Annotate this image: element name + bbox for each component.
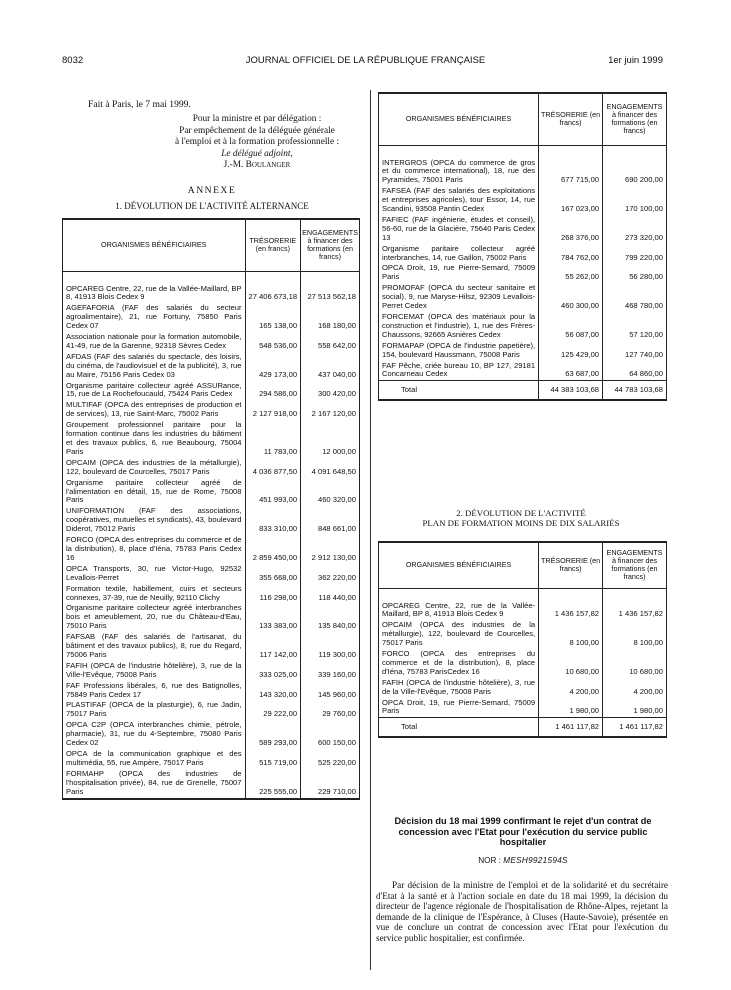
org-name: FAFSAB (FAF des salariés de l'artisanat, du bâtiment et des travaux publics), 8, rue du Regard, 75006 Paris — [63, 632, 246, 661]
engag-value: 525 220,00 — [301, 749, 360, 769]
treso-value: 2 127 918,00 — [245, 400, 301, 420]
treso-value: 589 293,00 — [245, 720, 301, 749]
org-name: OPCA Droit, 19, rue Pierre-Semard, 75009 Paris — [379, 698, 539, 718]
table-row — [63, 303, 360, 332]
treso-value: 29 222,00 — [245, 700, 301, 720]
table-row — [379, 341, 667, 361]
total-row — [379, 718, 667, 738]
treso-value: 1 980,00 — [539, 698, 603, 718]
engag-value: 127 740,00 — [603, 341, 667, 361]
journal-title: JOURNAL OFFICIEL DE LA RÉPUBLIQUE FRANÇAISE — [245, 55, 486, 66]
org-name: FAFIEC (FAF ingénierie, études et conseil), 56-60, rue de la Glacière, 75640 Paris Cedex 13 — [379, 215, 539, 244]
org-name: Organisme paritaire collecteur agréé interbranches bois et ameublement, 20, rue du Château-d'Eau, 75010 Paris — [63, 603, 246, 632]
col-header-engag: ENGAGEMENTS à financer des formations (en francs) — [301, 219, 360, 271]
table-row — [379, 698, 667, 718]
table-row — [63, 769, 360, 799]
total-engag: 1 461 117,82 — [603, 718, 667, 738]
org-name: INTERGROS (OPCA du commerce de gros et du commerce international), 18, rue des Pyramides, 75001 Paris — [379, 158, 539, 187]
engag-value: 229 710,00 — [301, 769, 360, 799]
treso-value: 165 138,00 — [245, 303, 301, 332]
table-row — [63, 352, 360, 381]
engag-value: 145 960,00 — [301, 681, 360, 701]
org-name: FORCEMAT (OPCA des matériaux pour la construction et l'industrie), 1, rue des Frères-Chaussons, 92665 Asnières Cedex — [379, 312, 539, 341]
total-treso: 1 461 117,82 — [539, 718, 603, 738]
treso-value: 55 262,00 — [539, 263, 603, 283]
treso-value: 429 173,00 — [245, 352, 301, 381]
treso-value: 125 429,00 — [539, 341, 603, 361]
engag-value: 27 513 562,18 — [301, 284, 360, 304]
org-name: Association nationale pour la formation automobile, 41-49, rue de la Garenne, 92318 Sèvres Cedex — [63, 332, 246, 352]
engag-value: 600 150,00 — [301, 720, 360, 749]
table-row — [379, 263, 667, 283]
col-header-treso: TRÉSORERIE (en francs) — [539, 93, 603, 145]
annexe-title: ANNEXE — [187, 185, 237, 196]
table-row — [63, 749, 360, 769]
engag-value: 10 680,00 — [603, 649, 667, 678]
org-name: PLASTIFAF (OPCA de la plasturgie), 6, rue Jadin, 75017 Paris — [63, 700, 246, 720]
engag-value: 848 661,00 — [301, 506, 360, 535]
treso-value: 117 142,00 — [245, 632, 301, 661]
table-row — [379, 215, 667, 244]
engag-value: 64 860,00 — [603, 361, 667, 381]
org-name: UNIFORMATION (FAF des associations, coopératives, mutuelles et syndicats), 43, boulevard Diderot, 75012 Paris — [63, 506, 246, 535]
treso-value: 10 680,00 — [539, 649, 603, 678]
table-row — [379, 678, 667, 698]
decision-title: Décision du 18 mai 1999 confirmant le rejet d'un contrat de concession avec l'Etat pour l'exécution du service public hospitalier — [394, 816, 652, 847]
org-name: FORCO (OPCA des entreprises du commerce et de la distribution), 8, place d'Iéna, 75783 Paris Cedex 16 — [63, 535, 246, 564]
org-name: FAF Professions libérales, 6, rue des Batignolles, 75849 Paris Cedex 17 — [63, 681, 246, 701]
table-row — [63, 661, 360, 681]
org-name: OPCAREG Centre, 22, rue de la Vallée-Maillard, BP 8, 41913 Blois Cedex 9 — [379, 601, 539, 621]
engag-value: 8 100,00 — [603, 620, 667, 649]
col-header-engag: ENGAGEMENTS à financer des formations (en francs) — [603, 542, 667, 588]
col-header-org: ORGANISMES BÉNÉFICIAIRES — [379, 542, 539, 588]
table-body — [379, 588, 667, 718]
treso-value: 451 993,00 — [245, 478, 301, 507]
engag-value: 799 220,00 — [603, 244, 667, 264]
org-name: OPCA C2P (OPCA interbranches chimie, pétrole, pharmacie), 31, rue du 4-Septembre, 75080 Paris Cedex 02 — [63, 720, 246, 749]
signature-line: Pour la ministre et par délégation : — [192, 114, 322, 124]
col-header-treso: TRÉSORERIE (en francs) — [539, 542, 603, 588]
table-row — [379, 601, 667, 621]
table-row — [63, 478, 360, 507]
signature-line: Par empêchement de la déléguée générale — [179, 125, 335, 136]
table-row — [63, 603, 360, 632]
table-row — [379, 244, 667, 264]
org-name: FAFIH (OPCA de l'industrie hôtelière), 3, rue de la Ville-l'Evêque, 75008 Paris — [379, 678, 539, 698]
org-name: Organisme paritaire collecteur agréé de l'alimentation en détail, 15, rue de Rome, 75008 Paris — [63, 478, 246, 507]
engag-value: 56 280,00 — [603, 263, 667, 283]
org-name: FORCO (OPCA des entreprises du commerce et de la distribution), 8, place d'Iéna, 75783 ParisCedex 16 — [379, 649, 539, 678]
signature-line: à l'emploi et à la formation professionnelle : — [174, 137, 340, 148]
engag-value: 29 760,00 — [301, 700, 360, 720]
engag-value: 170 100,00 — [603, 186, 667, 215]
table-body — [63, 271, 360, 799]
engag-value: 135 840,00 — [301, 603, 360, 632]
table-row — [379, 620, 667, 649]
engag-value: 362 220,00 — [301, 564, 360, 584]
org-name: FAFSEA (FAF des salariés des exploitations et entreprises agricoles), tour Essor, 14, rue Scandini, 93508 Pantin Cedex — [379, 186, 539, 215]
nor-label: NOR : — [478, 856, 501, 865]
org-name: FORMAPAP (OPCA de l'industrie papetière), 154, boulevard Haussmann, 75008 Paris — [379, 341, 539, 361]
treso-value: 548 536,00 — [245, 332, 301, 352]
treso-value: 116 298,00 — [245, 584, 301, 604]
treso-value: 677 715,00 — [539, 158, 603, 187]
decision-body: Par décision de la ministre de l'emploi et de la solidarité et du secrétaire d'Etat à la santé et à l'action sociale en date du 18 mai 1999, la décision du directeur de l'agence régionale de l'hospitalisation de Rhône-Alpes, rejetant la demande de la clinique de l'Espérance, à Cluses (Haute-Savoie), présentée en vue de conclure un contrat de concession avec l'Etat pour l'exécution du service public hospitalier, est confirmée. — [376, 880, 668, 943]
engag-value: 437 040,00 — [301, 352, 360, 381]
engag-value: 2 167 120,00 — [301, 400, 360, 420]
total-label: Total — [379, 718, 539, 738]
section2-subtitle: PLAN DE FORMATION MOINS DE DIX SALARIÉS — [422, 518, 620, 528]
table-alternance — [62, 218, 360, 800]
table-row — [63, 632, 360, 661]
section2-title: 2. DÉVOLUTION DE L'ACTIVITÉ — [456, 508, 586, 518]
org-name: AFDAS (FAF des salariés du spectacle, des loisirs, du cinéma, de l'audiovisuel et de la publicité), 3, rue au Maire, 75156 Paris Cedex 03 — [63, 352, 246, 381]
treso-value: 11 783,00 — [245, 420, 301, 458]
table-row — [63, 332, 360, 352]
table-body — [379, 145, 667, 381]
treso-value: 143 320,00 — [245, 681, 301, 701]
treso-value: 4 200,00 — [539, 678, 603, 698]
table-row — [63, 458, 360, 478]
engag-value: 57 120,00 — [603, 312, 667, 341]
signature-role: Le délégué adjoint, — [221, 148, 293, 159]
table-row — [379, 649, 667, 678]
table-row — [63, 535, 360, 564]
nor-reference — [376, 856, 670, 865]
treso-value: 27 406 673,18 — [245, 284, 301, 304]
org-name: AGEFAFORIA (FAF des salariés du secteur agroalimentaire), 21, rue Fortuny, 75850 Paris Cedex 07 — [63, 303, 246, 332]
col-header-treso: TRÉSORERIE (en francs) — [245, 219, 301, 271]
org-name: OPCA Droit, 19, rue Pierre-Semard, 75009 Paris — [379, 263, 539, 283]
treso-value: 460 300,00 — [539, 283, 603, 312]
engag-value: 460 320,00 — [301, 478, 360, 507]
treso-value: 268 376,00 — [539, 215, 603, 244]
column-divider — [370, 90, 371, 970]
place-date: Fait à Paris, le 7 mai 1999. — [88, 99, 191, 110]
treso-value: 833 310,00 — [245, 506, 301, 535]
org-name: OPCAIM (OPCA des industries de la métallurgie), 122, boulevard de Courcelles, 75017 Paris — [379, 620, 539, 649]
table-row — [63, 681, 360, 701]
engag-value: 2 912 130,00 — [301, 535, 360, 564]
table-row — [63, 700, 360, 720]
engag-value: 168 180,00 — [301, 303, 360, 332]
engag-value: 1 436 157,82 — [603, 601, 667, 621]
treso-value: 355 668,00 — [245, 564, 301, 584]
table-row — [63, 381, 360, 401]
table-row — [63, 420, 360, 458]
table-alternance-continued — [378, 92, 667, 401]
table-row — [379, 158, 667, 187]
treso-value: 225 555,00 — [245, 769, 301, 799]
signature-block — [150, 114, 364, 172]
treso-value: 1 436 157,82 — [539, 601, 603, 621]
table-row — [379, 186, 667, 215]
issue-date: 1er juin 1999 — [608, 55, 663, 66]
org-name: FAFIH (OPCA de l'industrie hôtelière), 3, rue de la Ville-l'Evêque, 75008 Paris — [63, 661, 246, 681]
total-engag: 44 783 103,68 — [603, 381, 667, 401]
table-row — [379, 361, 667, 381]
org-name: Formation textile, habillement, cuirs et secteurs connexes, 37-39, rue de Neuilly, 92110 Clichy — [63, 584, 246, 604]
total-treso: 44 383 103,68 — [539, 381, 603, 401]
spacer-row — [379, 588, 667, 601]
spacer-row — [379, 145, 667, 158]
col-header-org: ORGANISMES BÉNÉFICIAIRES — [63, 219, 246, 271]
org-name: OPCAIM (OPCA des industries de la métallurgie), 122, boulevard de Courcelles, 75017 Paris — [63, 458, 246, 478]
org-name: MULTIFAF (OPCA des entreprises de production et de services), 13, rue Saint-Marc, 75002 Paris — [63, 400, 246, 420]
engag-value: 273 320,00 — [603, 215, 667, 244]
section1-title: 1. DÉVOLUTION DE L'ACTIVITÉ ALTERNANCE — [115, 201, 309, 211]
col-header-org: ORGANISMES BÉNÉFICIAIRES — [379, 93, 539, 145]
total-label: Total — [379, 381, 539, 401]
org-name: OPCA Transports, 30, rue Victor-Hugo, 92532 Levallois-Perret — [63, 564, 246, 584]
table-row — [63, 506, 360, 535]
engag-value: 300 420,00 — [301, 381, 360, 401]
engag-value: 558 642,00 — [301, 332, 360, 352]
signature-name: J.-M. Boulanger — [223, 160, 291, 171]
table-row — [379, 312, 667, 341]
table-row — [63, 400, 360, 420]
engag-value: 468 780,00 — [603, 283, 667, 312]
total-row — [379, 381, 667, 401]
engag-value: 4 200,00 — [603, 678, 667, 698]
engag-value: 1 980,00 — [603, 698, 667, 718]
table-row — [63, 584, 360, 604]
table-row — [379, 283, 667, 312]
treso-value: 56 087,00 — [539, 312, 603, 341]
table-row — [63, 284, 360, 304]
treso-value: 333 025,00 — [245, 661, 301, 681]
engag-value: 690 200,00 — [603, 158, 667, 187]
org-name: Organisme paritaire collecteur agréé ASSURance, 15, rue de La Rochefoucauld, 75424 Paris Cedex — [63, 381, 246, 401]
engag-value: 339 160,00 — [301, 661, 360, 681]
treso-value: 784 762,00 — [539, 244, 603, 264]
engag-value: 4 091 648,50 — [301, 458, 360, 478]
engag-value: 12 000,00 — [301, 420, 360, 458]
org-name: OPCAREG Centre, 22, rue de la Vallée-Maillard, BP 8, 41913 Blois Cedex 9 — [63, 284, 246, 304]
org-name: Organisme paritaire collecteur agréé interbranches, 14, rue Gaillon, 75002 Paris — [379, 244, 539, 264]
engag-value: 119 300,00 — [301, 632, 360, 661]
table-row — [63, 564, 360, 584]
treso-value: 4 036 877,50 — [245, 458, 301, 478]
spacer-row — [63, 271, 360, 284]
treso-value: 63 687,00 — [539, 361, 603, 381]
treso-value: 8 100,00 — [539, 620, 603, 649]
table-row — [63, 720, 360, 749]
org-name: PROMOFAF (OPCA du secteur sanitaire et social), 9, rue Maryse-Hilsz, 92309 Levallois-Perret Cedex — [379, 283, 539, 312]
org-name: Groupement professionnel paritaire pour la formation continue dans les industries du bâtiment et des travaux publics, 6, rue Beaubourg, 75004 Paris — [63, 420, 246, 458]
page-number: 8032 — [62, 55, 84, 66]
col-header-engag: ENGAGEMENTS à financer des formations (en francs) — [603, 93, 667, 145]
engag-value: 118 440,00 — [301, 584, 360, 604]
treso-value: 294 586,00 — [245, 381, 301, 401]
treso-value: 2 859 450,00 — [245, 535, 301, 564]
treso-value: 515 719,00 — [245, 749, 301, 769]
table-plan-formation — [378, 541, 667, 738]
org-name: FAF Pêche, criée bureau 10, BP 127, 29181 Concarneau Cedex — [379, 361, 539, 381]
nor-code: MESH9921594S — [503, 856, 568, 865]
org-name: FORMAHP (OPCA des industries de l'hospitalisation privée), 84, rue de Grenelle, 75007 Paris — [63, 769, 246, 799]
org-name: OPCA de la communication graphique et des multimédia, 55, rue Ampère, 75017 Paris — [63, 749, 246, 769]
treso-value: 133 383,00 — [245, 603, 301, 632]
treso-value: 167 023,00 — [539, 186, 603, 215]
